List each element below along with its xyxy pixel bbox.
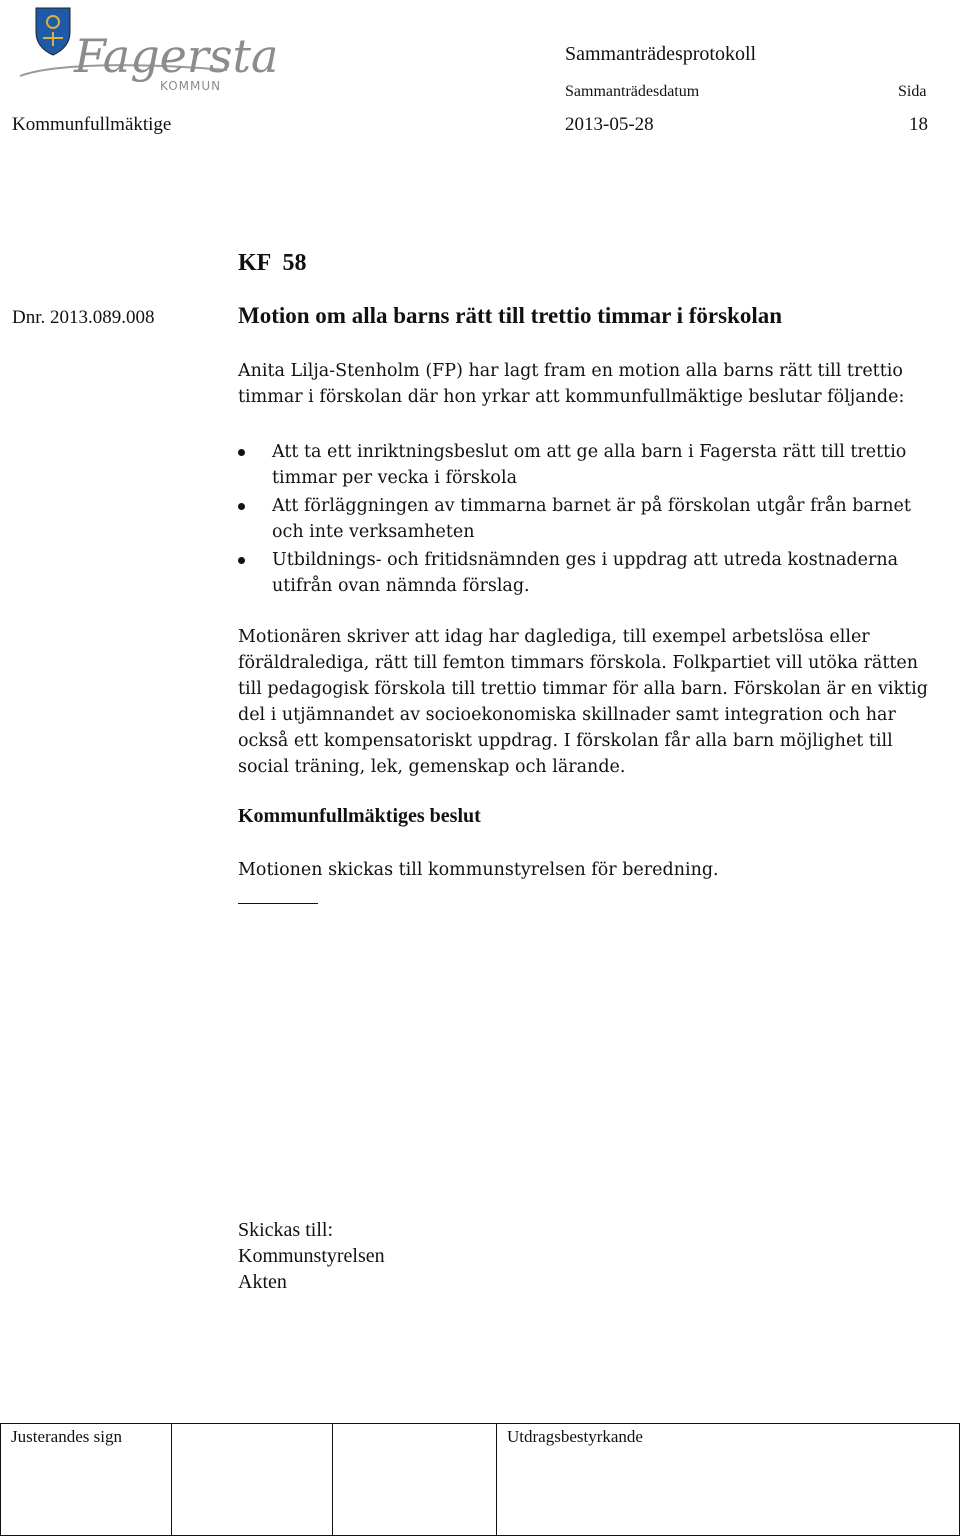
intro-text: Anita Lilja-Stenholm (FP) har lagt fram en motion alla barns rätt till trettio timmar i förskolan där hon yrkar att kommunfullmäktige beslutar följande: bbox=[238, 361, 905, 407]
bullet-icon bbox=[238, 503, 245, 510]
list-item: Att förläggningen av timmarna barnet är på förskolan utgår från barnet och inte verksamheten bbox=[238, 493, 944, 545]
bullet-icon bbox=[238, 449, 245, 456]
sign-cell bbox=[1, 1424, 172, 1536]
extract-label: Utdragsbestyrkande bbox=[507, 1427, 643, 1446]
extract-cell bbox=[497, 1424, 960, 1536]
logo-sub: KOMMUN bbox=[160, 79, 222, 93]
recipients-label: Skickas till: bbox=[238, 1219, 333, 1241]
signature-footer bbox=[0, 1423, 960, 1536]
page-number: 18 bbox=[909, 114, 928, 135]
decision-heading: Kommunfullmäktiges beslut bbox=[238, 805, 481, 827]
coat-of-arms-icon bbox=[36, 8, 70, 55]
fagersta-logo bbox=[12, 4, 279, 96]
diary-number: Dnr. 2013.089.008 bbox=[12, 307, 155, 328]
separator-line bbox=[238, 903, 318, 904]
sign-label: Justerandes sign bbox=[11, 1427, 122, 1446]
recipient-item: Kommunstyrelsen bbox=[238, 1245, 385, 1267]
motion-description: Motionären skriver att idag har daglediga, till exempel arbetslösa eller föräldralediga, rätt till femton timmars förskola. Folkpartiet vill utöka rätten till pedagogisk förskola till trettio timmar för alla barn. Förskolan är en viktig del i utjämnandet av socioekonomiska skillnader samt integration och har också ett kompensatoriskt uppdrag. I förskolan får alla barn möjlighet till social träning, lek, gemenskap och lärande. bbox=[238, 627, 928, 777]
page-label: Sida bbox=[898, 83, 927, 100]
body-name: Kommunfullmäktige bbox=[12, 114, 172, 135]
paragraph-number: KF 58 bbox=[238, 250, 307, 276]
sign-cell bbox=[333, 1424, 497, 1536]
bullet-icon bbox=[238, 557, 245, 564]
logo-wordmark: Fagersta bbox=[74, 29, 279, 83]
page-title: Motion om alla barns rätt till trettio timmar i förskolan bbox=[238, 303, 783, 328]
list-item: Att ta ett inriktningsbeslut om att ge alla barn i Fagersta rätt till trettio timmar per vecka i förskola bbox=[238, 439, 944, 491]
decision-text: Motionen skickas till kommunstyrelsen för beredning. bbox=[238, 860, 719, 880]
sign-cell bbox=[172, 1424, 333, 1536]
recipient-item: Akten bbox=[238, 1271, 287, 1293]
document-type: Sammanträdesprotokoll bbox=[565, 43, 757, 65]
recipients bbox=[238, 1217, 385, 1295]
proposal-list bbox=[238, 439, 944, 601]
date-label: Sammanträdesdatum bbox=[565, 83, 700, 100]
list-item: Utbildnings- och fritidsnämnden ges i uppdrag att utreda kostnaderna utifrån ovan nämnda förslag. bbox=[238, 547, 944, 599]
meeting-date: 2013-05-28 bbox=[565, 114, 654, 135]
